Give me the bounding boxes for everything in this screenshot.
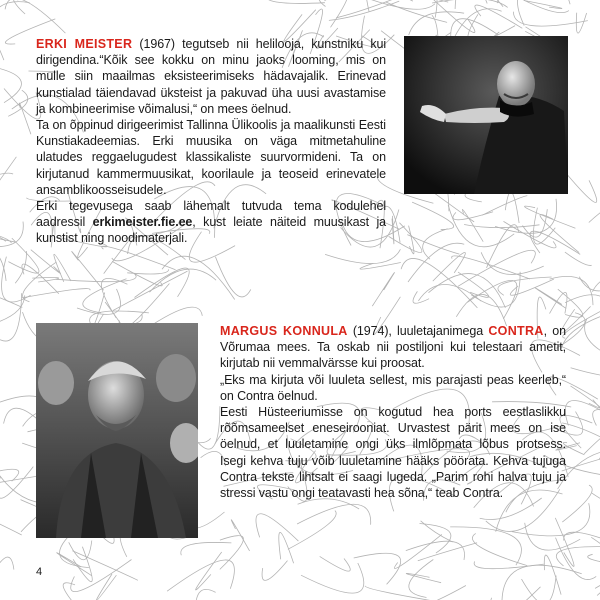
scribble-stroke [96, 574, 116, 600]
scribble-stroke [593, 410, 600, 429]
bio-text: Erki tegevusega saab lähemalt tutvuda tema kodulehel aadressil [36, 199, 386, 230]
scribble-stroke [215, 257, 250, 297]
scribble-stroke [592, 479, 600, 506]
erki-meister-bio [36, 36, 386, 247]
margus-konnula-bio [220, 323, 566, 501]
scribble-stroke [450, 527, 521, 565]
scribble-stroke [0, 2, 30, 19]
scribble-stroke [423, 229, 448, 260]
scribble-stroke [432, 0, 508, 7]
scribble-stroke [458, 250, 535, 286]
scribble-stroke [481, 252, 544, 274]
scribble-stroke [591, 537, 600, 557]
erki-meister-photo [404, 36, 568, 194]
scribble-stroke [325, 0, 349, 27]
scribble-stroke [409, 12, 464, 35]
scribble-stroke [530, 231, 580, 254]
scribble-stroke [418, 543, 477, 561]
scribble-stroke [524, 1, 562, 9]
scribble-stroke [0, 65, 21, 103]
scribble-stroke [15, 251, 26, 283]
scribble-stroke [571, 386, 600, 408]
scribble-stroke [505, 192, 519, 223]
margus-konnula-photo [36, 323, 198, 538]
scribble-stroke [554, 0, 570, 4]
scribble-stroke [325, 249, 400, 263]
bio-paragraph [36, 36, 386, 117]
scribble-stroke [262, 561, 287, 581]
scribble-stroke [588, 554, 600, 570]
scribble-stroke [69, 541, 92, 560]
scribble-stroke [448, 205, 514, 247]
bio-paragraph [220, 323, 566, 372]
bio-paragraph: Ta on õppinud dirigeerimist Tallinna Ülikoolis ja maalikunsti Eesti Kunstiakadeemias. Erki muusika on väga mitmetahuline ulatudes reggaelugudest klassikaliste suurvormideni. Ta on kirjutanud kammermuusikat, koorilaule ja teoseid erinevatele ansamblikoosseisudele. [36, 118, 386, 197]
person-name: ERKI MEISTER [36, 37, 133, 51]
scribble-stroke [372, 272, 394, 306]
scribble-stroke [0, 173, 13, 193]
scribble-stroke [502, 565, 582, 600]
scribble-stroke [365, 586, 438, 600]
scribble-stroke [32, 278, 58, 282]
scribble-stroke [456, 294, 506, 326]
scribble-stroke [406, 573, 441, 582]
scribble-stroke [576, 13, 586, 33]
scribble-stroke [0, 38, 4, 68]
scribble-stroke [0, 233, 16, 243]
scribble-stroke [162, 256, 235, 299]
scribble-stroke [0, 157, 16, 182]
scribble-stroke [72, 551, 137, 581]
scribble-stroke [297, 504, 371, 524]
scribble-stroke [412, 202, 454, 229]
scribble-stroke [220, 536, 244, 570]
bio-text: , kust leiate näiteid muusikast ja kunstist ning noodimaterjali. [36, 215, 386, 246]
scribble-stroke [196, 552, 222, 590]
scribble-stroke [464, 225, 539, 228]
bio-paragraph [36, 198, 386, 247]
scribble-stroke [556, 547, 600, 566]
scribble-stroke [366, 0, 416, 12]
scribble-stroke [0, 290, 22, 307]
scribble-stroke [482, 196, 527, 216]
pen-name: CONTRA [488, 324, 544, 338]
bio-text: (1974), luuletajanimega [347, 324, 489, 338]
scribble-stroke [472, 0, 488, 4]
scribble-stroke [585, 319, 600, 358]
scribble-stroke [488, 587, 540, 600]
scribble-stroke [113, 271, 188, 310]
scribble-stroke [392, 216, 394, 244]
scribble-stroke [472, 533, 527, 565]
scribble-stroke [522, 576, 557, 600]
scribble-stroke [256, 514, 298, 541]
scribble-stroke [558, 289, 583, 317]
scribble-stroke [409, 226, 414, 254]
scribble-stroke [565, 252, 592, 265]
scribble-stroke [8, 90, 28, 116]
scribble-stroke [401, 258, 477, 307]
website-link[interactable]: erkimeister.fie.ee [92, 215, 193, 230]
bio-paragraph: „Eks ma kirjuta või luuleta sellest, mis parajasti peas keerleb,“ on Contra öelnud. [220, 372, 566, 403]
scribble-stroke [301, 563, 364, 593]
scribble-stroke [0, 247, 6, 281]
scribble-stroke [562, 485, 592, 522]
scribble-stroke [71, 560, 132, 592]
bio-text: , on Võrumaa mees. Ta oskab nii postiljoni kui telestaari ametit, kirjutab nii vemmalvärsse kui proosat. [220, 324, 566, 371]
scribble-stroke [512, 503, 590, 536]
scribble-stroke [593, 270, 600, 292]
scribble-stroke [0, 557, 14, 591]
scribble-stroke [57, 553, 92, 576]
scribble-stroke [593, 400, 600, 432]
page-number: 4 [36, 566, 43, 578]
scribble-stroke [72, 251, 104, 290]
scribble-stroke [336, 0, 409, 18]
scribble-stroke [0, 508, 22, 535]
scribble-stroke [22, 289, 90, 298]
scribble-stroke [0, 293, 22, 341]
scribble-stroke [562, 423, 600, 442]
scribble-stroke [525, 206, 576, 228]
scribble-stroke [406, 541, 465, 560]
scribble-stroke [127, 269, 169, 274]
scribble-stroke [181, 542, 232, 555]
scribble-stroke [595, 580, 600, 596]
scribble-stroke [135, 268, 190, 297]
scribble-stroke [525, 523, 581, 550]
person-name: MARGUS KONNULA [220, 324, 348, 338]
scribble-stroke [320, 556, 351, 571]
scribble-stroke [458, 272, 489, 297]
scribble-stroke [518, 0, 533, 26]
scribble-stroke [5, 0, 65, 33]
scribble-stroke [589, 200, 600, 236]
scribble-stroke [266, 0, 325, 3]
scribble-stroke [394, 534, 441, 568]
scribble-stroke [195, 589, 215, 600]
scribble-stroke [555, 518, 574, 567]
scribble-stroke [563, 309, 600, 339]
scribble-stroke [571, 340, 600, 377]
scribble-stroke [535, 288, 566, 309]
bio-text: (1967) tegutseb nii helilooja, kunstniku kui dirigendina.“Kõik see kokku on minu jaoks looming, mis on mulle siin maailmas eksisteerimiseks hädavajalik. Erinevad kunstialad täiendavad üksteist ja pakuvad üha uusi avastamise ja kombineerimise võimalusi,“ on mees öelnud. [36, 37, 387, 116]
scribble-stroke [409, 560, 433, 598]
bio-paragraph: Eesti Hüsteeriumisse on kogutud hea ports eestlaslikku rõõmsameelset eneseirooniat. Urvastest pärit mees on ise öelnud, et luuletamine ongi üks ilmlõpmata lõbus protsess. Isegi kehva tuju võib luuletamine hääks pöörata. Kehva tujuga Contra tekste lihtsalt ei saagi lugeda. „Parim rohi halva tuju ja stressi vastu ongi teatavasti hea sõna,“ teab Contra. [220, 405, 566, 501]
scribble-stroke [398, 0, 438, 18]
